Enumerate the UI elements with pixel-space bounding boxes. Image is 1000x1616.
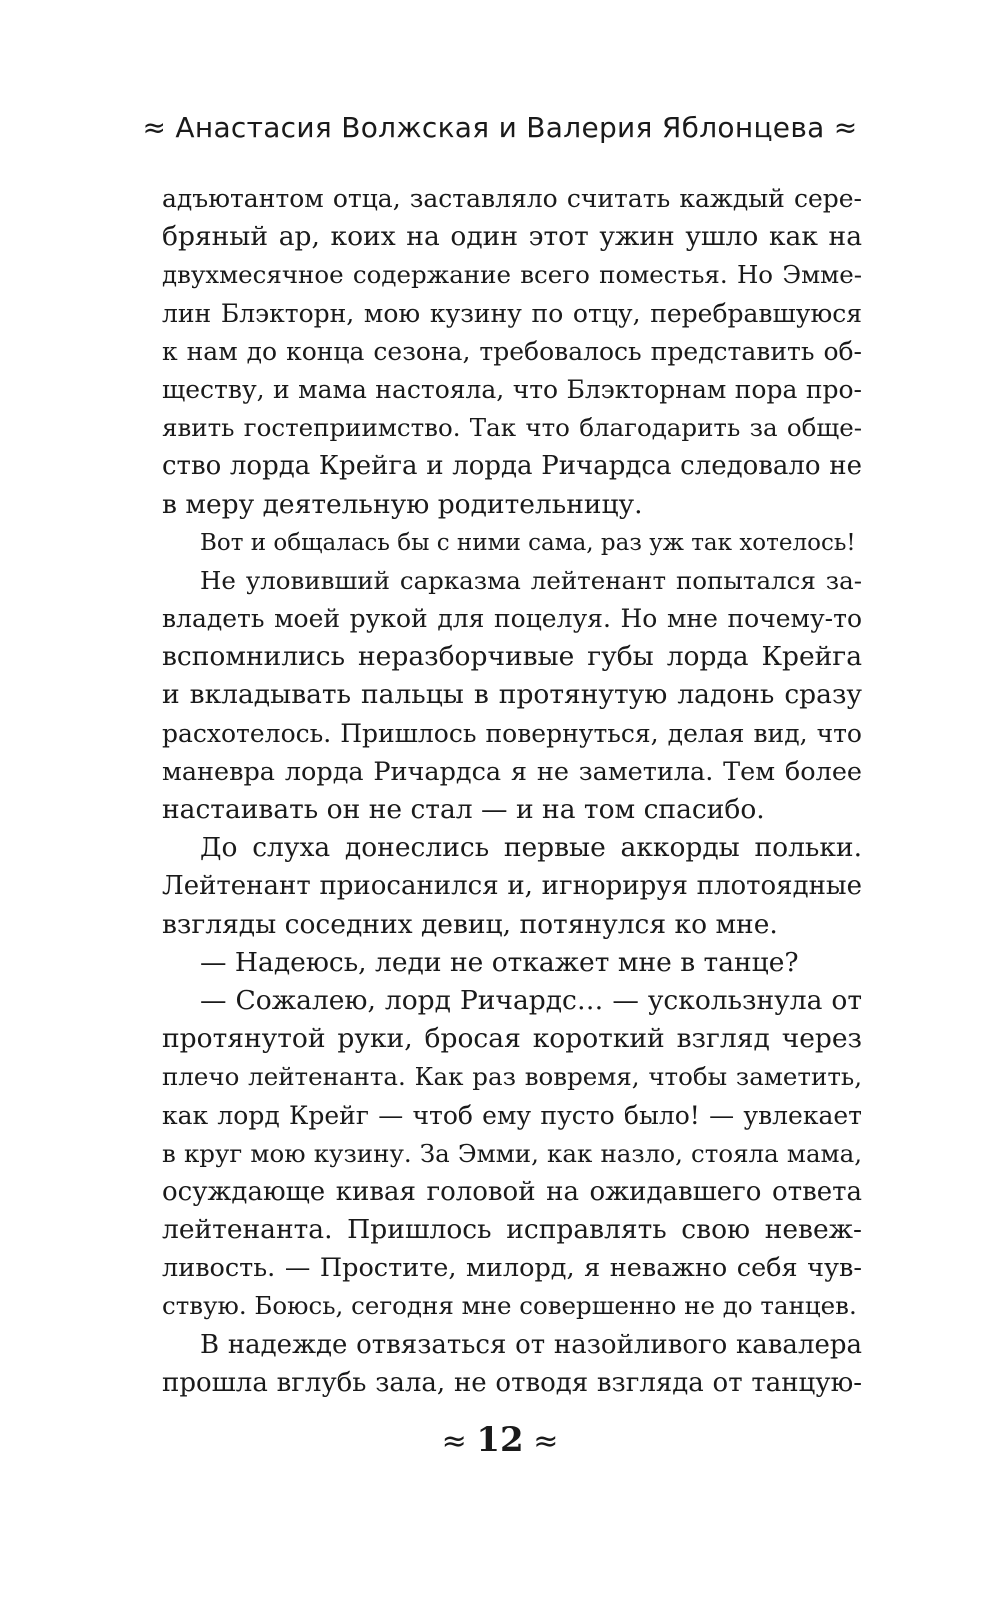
text-line: осуждающе кивая головой на ожидавшего ответа xyxy=(162,1176,862,1207)
text-line: Не уловивший сарказма лейтенант попытался за- xyxy=(200,565,862,595)
text-line: В надежде отвязаться от назойливого кавалера xyxy=(200,1329,862,1360)
text-line: лейтенанта. Пришлось исправлять свою невеж- xyxy=(162,1214,862,1246)
text-line: Вот и общалась бы с ними сама, раз уж так хотелось! xyxy=(200,529,856,556)
text-line: адъютантом отца, заставляло считать каждый сере- xyxy=(162,184,862,213)
folio-right-mark: ≈ xyxy=(533,1424,559,1459)
text-line: к нам до конца сезона, требовалось представить об- xyxy=(162,336,862,366)
text-line: явить гостеприимство. Так что благодарить за обще- xyxy=(162,413,862,443)
text-line: взгляды соседних девиц, потянулся ко мне. xyxy=(162,908,778,940)
text-line: настаивать он не стал — и на том спасибо. xyxy=(162,794,765,825)
text-line: ствую. Боюсь, сегодня мне совершенно не до танцев. xyxy=(162,1291,857,1321)
text-line: лин Блэкторн, мою кузину по отцу, перебравшуюся xyxy=(162,298,862,328)
text-line: как лорд Крейг — чтоб ему пусто было! — увлекает xyxy=(162,1100,862,1130)
text-line: ществу, и мама настояла, что Блэкторнам пора про- xyxy=(162,374,862,404)
text-line: плечо лейтенанта. Как раз вовремя, чтобы заметить, xyxy=(162,1062,862,1092)
text-line: владеть моей рукой для поцелуя. Но мне почему-то xyxy=(162,604,862,634)
text-line: вспомнились неразборчивые губы лорда Крейга xyxy=(162,641,862,673)
text-line: До слуха донеслись первые аккорды польки. xyxy=(200,832,862,864)
text-line: протянутой руки, бросая короткий взгляд через xyxy=(162,1023,862,1055)
page-number: 12 xyxy=(476,1420,524,1460)
text-line: маневра лорда Ричардса я не заметила. Тем более xyxy=(162,756,862,787)
text-line: двухмесячное содержание всего поместья. Но Эмме- xyxy=(162,260,862,290)
text-line: расхотелось. Пришлось повернуться, делая вид, что xyxy=(162,718,862,748)
text-line: в круг мою кузину. За Эмми, как назло, стояла мама, xyxy=(162,1138,862,1168)
text-line: — Надеюсь, леди не откажет мне в танце? xyxy=(200,946,799,978)
text-line: — Сожалею, лорд Ричардс… — ускользнула от xyxy=(200,984,862,1016)
text-line: бряный ар, коих на один этот ужин ушло как на xyxy=(162,221,862,253)
text-line: прошла вглубь зала, не отводя взгляда от танцую- xyxy=(162,1367,862,1398)
folio-left-mark: ≈ xyxy=(441,1424,467,1459)
text-line: ство лорда Крейга и лорда Ричардса следовало не xyxy=(162,451,862,482)
body-text xyxy=(162,180,862,1402)
page-footer xyxy=(0,1420,1000,1462)
text-line: ливость. — Простите, милорд, я неважно себя чув- xyxy=(162,1253,862,1284)
text-line: в меру деятельную родительницу. xyxy=(162,488,643,520)
text-line: Лейтенант приосанился и, игнорируя плотоядные xyxy=(162,871,862,902)
text-line: и вкладывать пальцы в протянутую ладонь сразу xyxy=(162,679,862,711)
running-header: ≈ Анастасия Волжская и Валерия Яблонцева ≈ xyxy=(142,111,858,144)
